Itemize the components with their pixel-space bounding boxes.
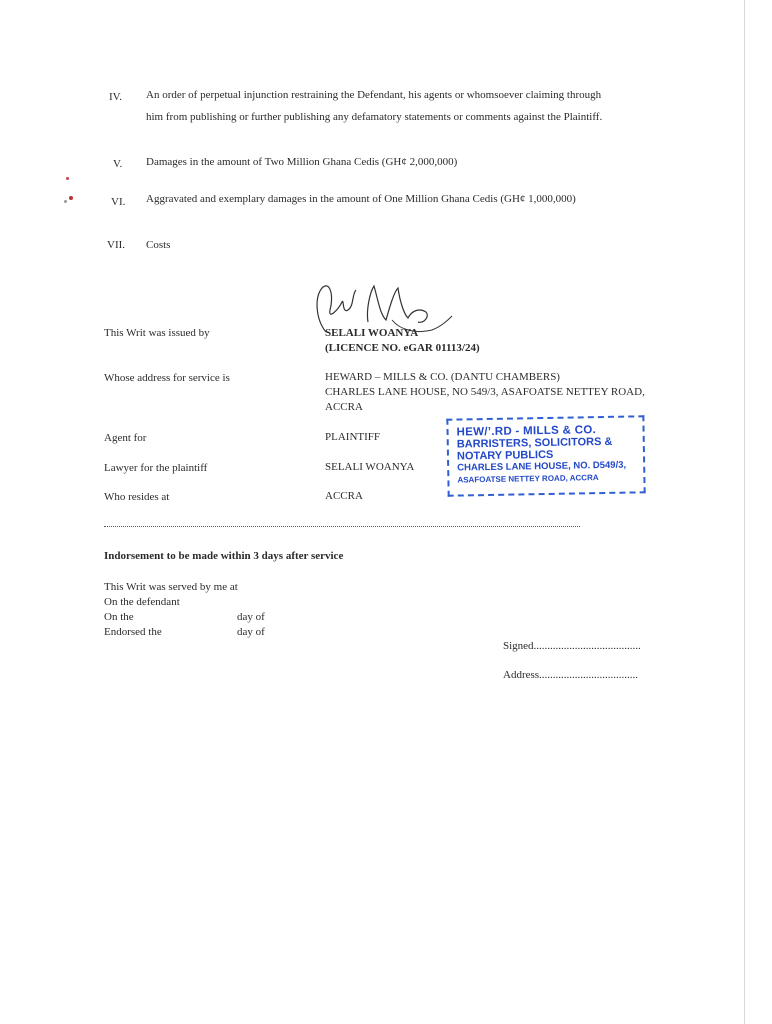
order-num-vii: VII. [107,239,126,251]
order-iv-line2: him from publishing or further publishing any defamatory statements or comments against the Plaintiff. [146,111,603,123]
lawyer-value: SELALI WOANYA [325,461,415,473]
stamp-line5: ASAFOATSE NETTEY ROAD, ACCRA [457,473,599,485]
endorsement-heading: Indorsement to be made within 3 days after service [104,550,344,562]
law-firm-stamp [446,415,645,496]
order-iv-line1: An order of perpetual injunction restraining the Defendant, his agents or whomsoever claiming through [146,89,602,101]
scan-speck [69,196,73,200]
issuer-name: SELALI WOANYA [325,327,419,339]
scan-speck [66,177,69,180]
endorsement-endorsed-the: Endorsed the [104,626,162,638]
resides-value: ACCRA [325,490,363,502]
stamp-line2: BARRISTERS, SOLICITORS & [456,435,613,451]
scan-speck [64,200,67,203]
endorsement-served: This Writ was served by me at [104,581,238,593]
address-label: Whose address for service is [104,372,230,384]
resides-label: Who resides at [104,491,170,503]
endorsement-defendant: On the defendant [104,596,180,608]
issued-by-label: This Writ was issued by [104,327,210,339]
endorsement-day-of-2: day of [237,626,265,638]
signed-line: Signed....................................... [503,640,641,652]
order-v-text: Damages in the amount of Two Million Ghana Cedis (GH¢ 2,000,000) [146,156,458,168]
order-vi-text: Aggravated and exemplary damages in the amount of One Million Ghana Cedis (GH¢ 1,000,000) [146,193,576,205]
stamp-line4: CHARLES LANE HOUSE, NO. D549/3, [457,459,627,474]
dotted-divider [104,526,580,527]
address-line2: CHARLES LANE HOUSE, NO 549/3, ASAFOATSE NETTEY ROAD, [325,386,645,398]
order-vii-text: Costs [146,239,171,251]
stamp-line1: HEW/’.RD - MILLS & CO. [456,424,597,439]
address-line3: ACCRA [325,401,363,413]
endorsement-day-of-1: day of [237,611,265,623]
agent-label: Agent for [104,432,147,444]
stamp-line3: NOTARY PUBLICS [456,448,554,463]
issuer-licence: (LICENCE NO. eGAR 01113/24) [325,342,480,354]
endorsement-on-the: On the [104,611,134,623]
agent-value: PLAINTIFF [325,431,381,443]
order-num-iv: IV. [109,91,122,103]
page-edge [744,0,745,1024]
order-num-vi: VI. [111,196,126,208]
address-signature-line: Address.................................... [503,669,639,681]
order-num-v: V. [113,158,123,170]
address-line1: HEWARD – MILLS & CO. (DANTU CHAMBERS) [325,371,560,383]
lawyer-label: Lawyer for the plaintiff [104,462,208,474]
